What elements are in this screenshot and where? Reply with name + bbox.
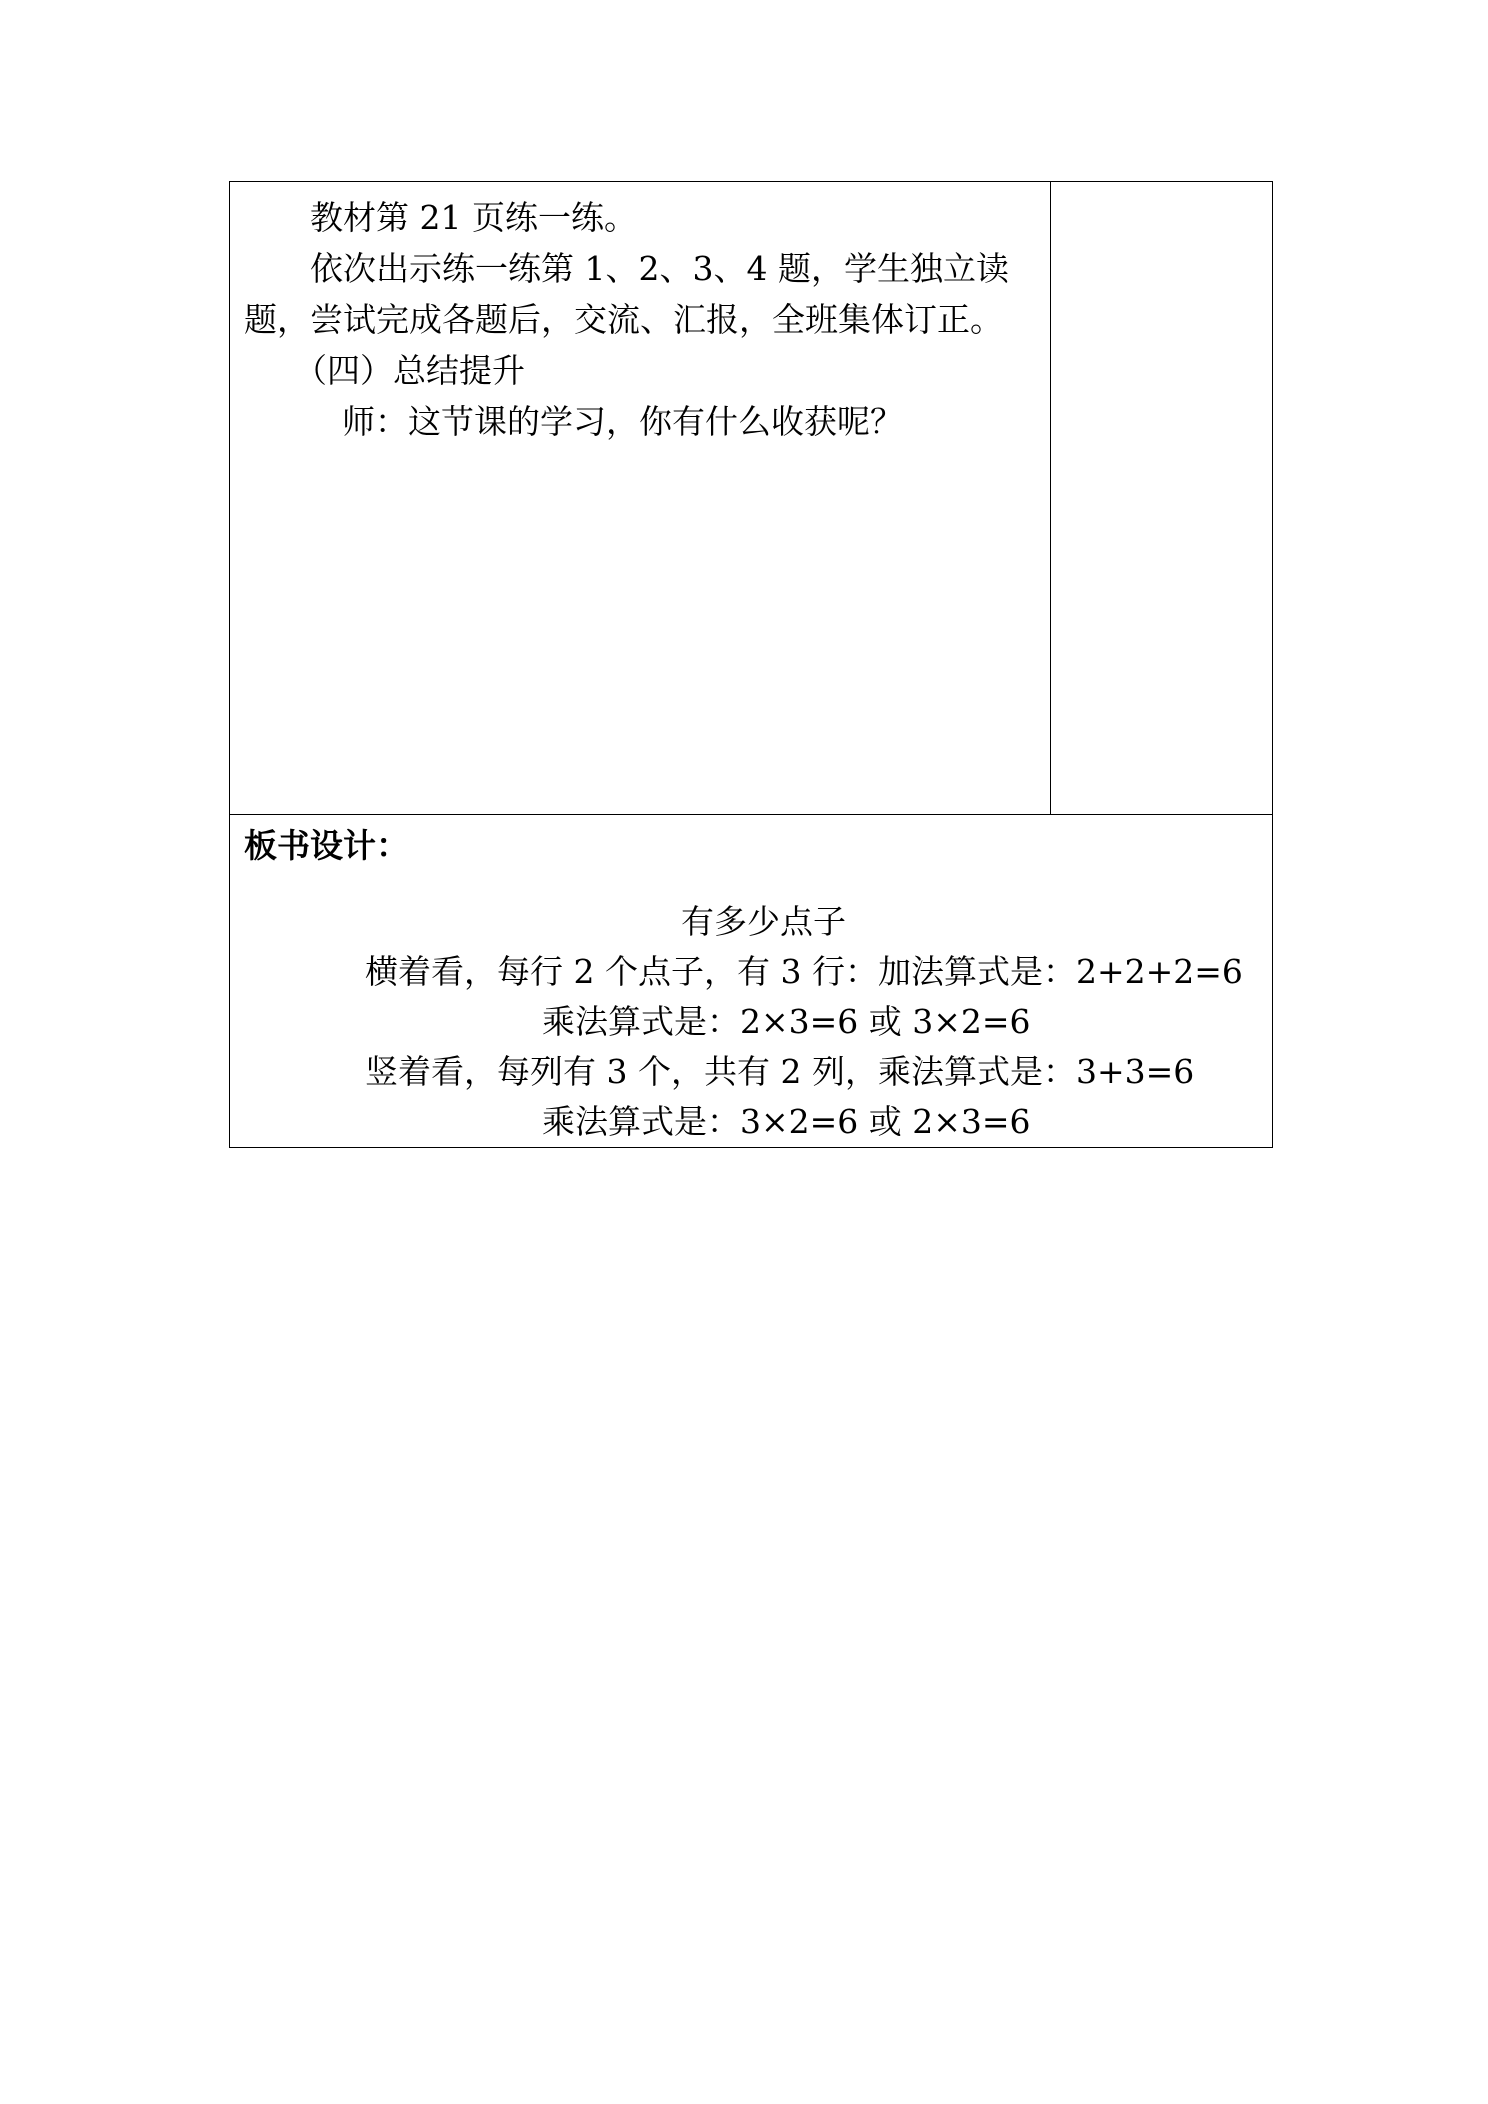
section-heading-summary: （四）总结提升 — [294, 351, 525, 390]
board-design-heading: 板书设计： — [244, 826, 409, 865]
board-line-multiplication-1: 乘法算式是：2×3=6 或 3×2=6 — [542, 1002, 1031, 1041]
board-design-cell — [230, 815, 1273, 1148]
lesson-plan-table — [229, 181, 1273, 1148]
board-line-horizontal: 横着看，每行 2 个点子，有 3 行：加法算式是：2+2+2=6 — [365, 952, 1243, 991]
board-design-row — [230, 815, 1273, 1148]
teaching-process-row — [230, 182, 1273, 815]
process-paragraph-2-continued: 题，尝试完成各题后，交流、汇报，全班集体订正。 — [244, 300, 1003, 339]
board-line-vertical: 竖着看，每列有 3 个，共有 2 列，乘法算式是：3+3=6 — [365, 1052, 1195, 1091]
notes-cell — [1051, 182, 1273, 815]
teacher-question: 师：这节课的学习，你有什么收获呢？ — [342, 402, 903, 441]
board-line-multiplication-2: 乘法算式是：3×2=6 或 2×3=6 — [542, 1102, 1031, 1141]
process-paragraph-1: 教材第 21 页练一练。 — [310, 198, 637, 237]
teaching-process-cell — [230, 182, 1051, 815]
process-paragraph-2: 依次出示练一练第 1、2、3、4 题，学生独立读 — [310, 249, 1009, 288]
board-title: 有多少点子 — [681, 902, 846, 941]
